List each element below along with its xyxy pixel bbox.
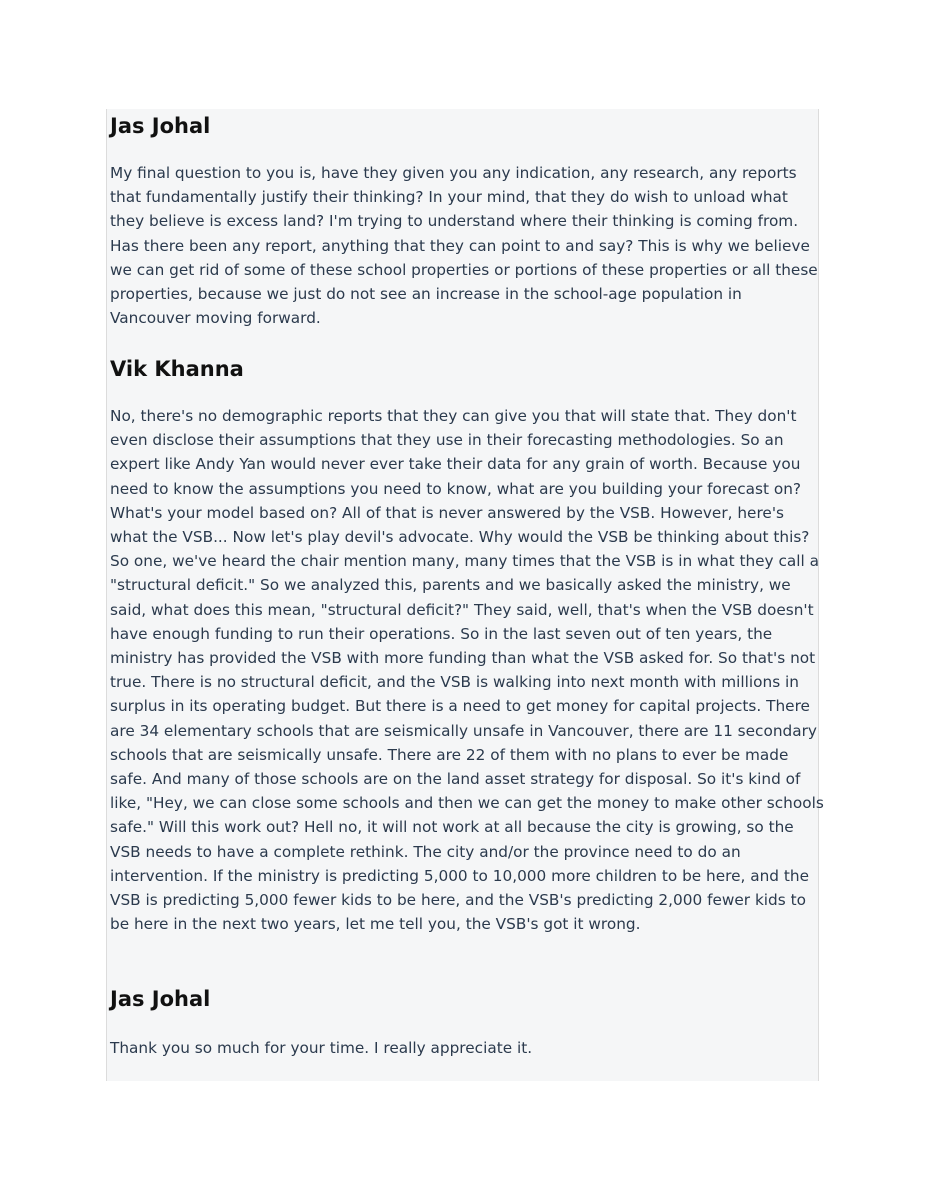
speaker-name: Vik Khanna [110, 357, 244, 381]
transcript-paragraph: Thank you so much for your time. I really appreciate it. [110, 1039, 533, 1057]
transcript-paragraph: No, there's no demographic reports that they can give you that will state that. They don't even disclose their assumptions that they use in their forecasting methodologies. So an expert like Andy Yan would never ever take their data for any grain of worth. Because you need to know the assumptions you need to know, what are you building your forecast on? What's your model based on? All of that is never answered by the VSB. However, here's what the VSB... Now let's play devil's advocate. Why would the VSB be thinking about this? So one, we've heard the chair mention many, many times that the VSB is in what they call a "structural deficit." So we analyzed this, parents and we basically asked the ministry, we said, what does this mean, "structural deficit?" They said, well, that's when the VSB doesn't have enough funding to run their operations. So in the last seven out of ten years, the ministry has provided the VSB with more funding than what the VSB asked for. So that's not true. There is no structural deficit, and the VSB is walking into next month with millions in surplus in its operating budget. But there is a need to get money for capital projects. There are 34 elementary schools that are seismically unsafe in Vancouver, there are 11 secondary schools that are seismically unsafe. There are 22 of them with no plans to ever be made safe. And many of those schools are on the land asset strategy for disposal. So it's kind of like, "Hey, we can close some schools and then we can get the money to make other schools safe." Will this work out? Hell no, it will not work at all because the city is growing, so the VSB needs to have a complete rethink. The city and/or the province need to do an intervention. If the ministry is predicting 5,000 to 10,000 more children to be here, and the VSB is predicting 5,000 fewer kids to be here, and the VSB's predicting 2,000 fewer kids to be here in the next two years, let me tell you, the VSB's got it wrong. [110, 407, 824, 934]
transcript-panel [106, 109, 824, 1081]
speaker-name: Jas Johal [110, 987, 211, 1011]
speaker-name: Jas Johal [110, 114, 211, 138]
transcript-paragraph: My final question to you is, have they given you any indication, any research, any reports that fundamentally justify their thinking? In your mind, that they do wish to unload what they believe is excess land? I'm trying to understand where their thinking is coming from. Has there been any report, anything that they can point to and say? This is why we believe we can get rid of some of these school properties or portions of these properties or all these properties, because we just do not see an increase in the school-age population in Vancouver moving forward. [110, 164, 818, 328]
